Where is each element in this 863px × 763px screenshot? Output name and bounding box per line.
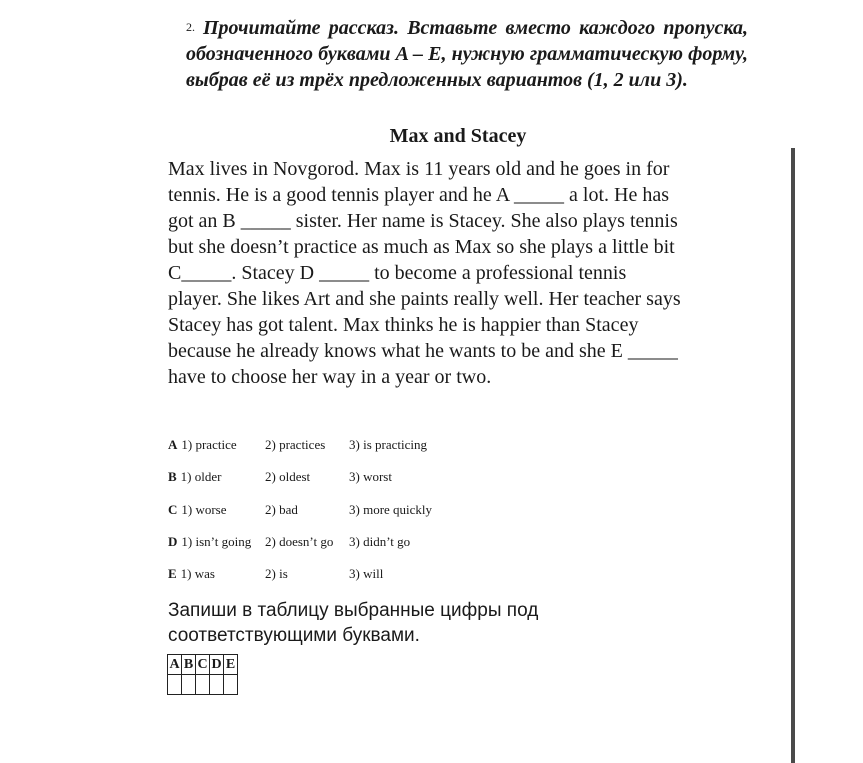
story-text (168, 156, 748, 390)
option-2: 2) practices (265, 437, 326, 452)
story-line: got an B _____ sister. Her name is Stacey. She also plays tennis (168, 210, 678, 232)
option-2: 2) is (265, 566, 288, 582)
option-letter: E (168, 566, 177, 582)
option-3: 3) will (349, 566, 384, 582)
option-row-b (168, 468, 432, 500)
story-line: player. She likes Art and she paints really well. Her teacher says (168, 288, 681, 310)
answer-options (168, 436, 432, 597)
option-3: 3) worst (349, 469, 392, 485)
answer-table-header-row (168, 655, 238, 675)
scrollbar[interactable] (791, 148, 795, 763)
option-3: 3) more quickly (349, 501, 433, 517)
option-3: 3) didn’t go (349, 533, 411, 549)
option-1: 1) worse (181, 501, 227, 517)
option-2: 2) doesn’t go (265, 533, 334, 549)
task-text: Прочитайте рассказ. Вставьте вместо каждого пропуска, обозначенного буквами A – E, нужную грамматическую форму, выбрав её из трёх предложенных вариантов (1, 2 или 3). (186, 17, 748, 91)
answer-cell-b[interactable] (182, 675, 196, 695)
task-instructions (186, 14, 748, 93)
story-line: Stacey has got talent. Max thinks he is happier than Stacey (168, 314, 639, 336)
option-row-a (168, 436, 432, 468)
option-1: 1) older (180, 469, 222, 485)
task-number: 2. (186, 20, 195, 34)
option-row-e (168, 565, 432, 597)
answer-header-a: A (168, 655, 182, 675)
story-line: Max lives in Novgorod. Max is 11 years old and he goes in for (168, 158, 670, 180)
answer-table-input-row (168, 675, 238, 695)
option-1: 1) isn’t going (181, 533, 252, 549)
option-row-d (168, 533, 432, 565)
option-letter: A (168, 437, 178, 452)
option-1: 1) was (180, 566, 215, 582)
instruction-line: Запиши в таблицу выбранные цифры под (168, 600, 539, 621)
answer-header-c: C (196, 655, 210, 675)
option-letter: C (168, 501, 178, 517)
option-3: 3) is practicing (349, 437, 427, 452)
table-instruction (168, 598, 538, 648)
story-title: Max and Stacey (389, 125, 527, 147)
story-line: tennis. He is a good tennis player and he A _____ a lot. He has (168, 184, 670, 206)
answer-header-e: E (224, 655, 238, 675)
story-line: C_____. Stacey D _____ to become a professional tennis (168, 262, 627, 284)
story-line: have to choose her way in a year or two. (168, 366, 492, 388)
option-row-c (168, 501, 432, 533)
answer-table (167, 654, 238, 695)
answer-header-d: D (210, 655, 224, 675)
instruction-line: соответствующими буквами. (168, 625, 420, 646)
answer-cell-d[interactable] (210, 675, 224, 695)
option-2: 2) bad (265, 501, 298, 517)
answer-cell-e[interactable] (224, 675, 238, 695)
answer-cell-c[interactable] (196, 675, 210, 695)
option-letter: B (168, 469, 177, 485)
option-2: 2) oldest (265, 469, 311, 485)
option-letter: D (168, 533, 178, 549)
option-1: 1) practice (181, 437, 237, 452)
answer-header-b: B (182, 655, 196, 675)
story-line: because he already knows what he wants to be and she E _____ (168, 340, 678, 362)
answer-cell-a[interactable] (168, 675, 182, 695)
story-line: but she doesn’t practice as much as Max so she plays a little bit (168, 236, 675, 258)
